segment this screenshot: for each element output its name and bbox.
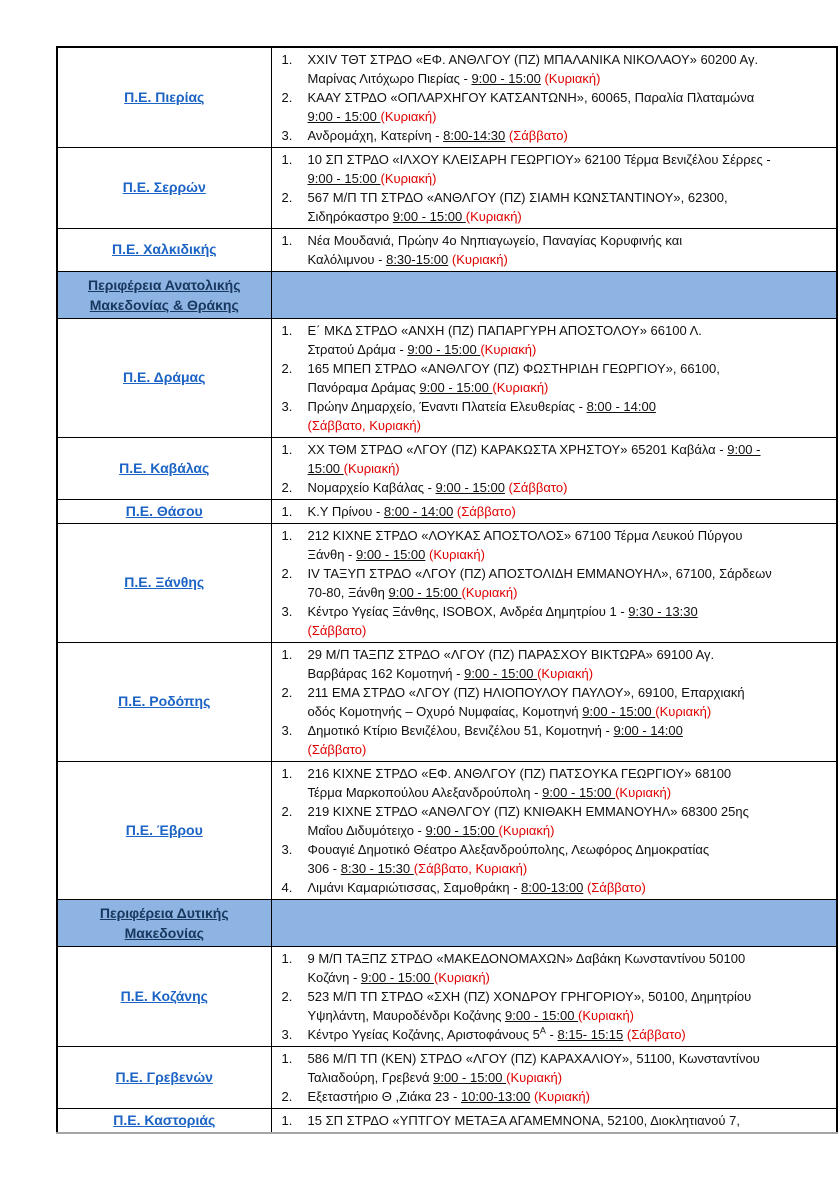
list-item: [282, 359, 829, 397]
time-range: 9:00 - 14:00: [613, 723, 683, 738]
region-link[interactable]: Π.Ε. Ροδόπης: [118, 693, 211, 709]
list-item: [282, 840, 829, 878]
region-row: [57, 500, 837, 524]
region-cell: [57, 148, 271, 229]
text-line: [308, 1006, 829, 1025]
text-segment: Φουαγιέ Δημοτικό Θέατρο Αλεξανδρούπολης, Λεωφόρος Δημοκρατίας: [307, 842, 710, 857]
item-number: 1.: [281, 951, 293, 966]
day-label: (Κυριακή): [533, 1089, 590, 1104]
item-number: 1.: [281, 442, 293, 457]
day-label: (Κυριακή): [433, 970, 490, 985]
text-line: [308, 564, 829, 583]
time-range: 9:00 - 15:00: [307, 109, 381, 124]
text-line: [308, 545, 829, 564]
time-range: 9:00 - 15:00: [419, 380, 493, 395]
item-number: 1.: [281, 766, 293, 781]
time-range: 9:30 - 13:30: [628, 604, 698, 619]
item-number: 2.: [281, 480, 293, 495]
day-label: (Κυριακή): [655, 704, 712, 719]
time-range: 9:00 - 15:00: [307, 171, 381, 186]
text-line: [308, 740, 829, 759]
item-text: [308, 840, 829, 878]
text-segment: οδός Κομοτηνής – Οχυρό Νυμφαίας, Κομοτηνή: [307, 704, 583, 719]
text-line: [308, 840, 829, 859]
list-item: [282, 526, 829, 564]
text-line: [308, 207, 829, 226]
item-number: 1.: [281, 152, 293, 167]
region-row: [57, 947, 837, 1047]
day-label: (Σάββατο): [508, 480, 568, 495]
list-item: [282, 764, 829, 802]
section-title-line: Περιφέρεια Ανατολικής: [87, 277, 241, 293]
text-segment: Κ.Υ Πρίνου -: [307, 504, 384, 519]
text-segment: ΧΧ ΤΘΜ ΣΤΡΔΟ «ΛΓΟΥ (ΠΖ) ΚΑΡΑΚΩΣΤΑ ΧΡΗΣΤΟΥ» 65201 Καβάλα -: [307, 442, 728, 457]
time-range: 9:00 - 15:00: [355, 547, 426, 562]
time-range: 8:00 - 14:00: [586, 399, 656, 414]
text-line: [308, 1025, 829, 1044]
locations-cell: [271, 524, 837, 643]
text-line: [308, 397, 829, 416]
list-item: [282, 478, 829, 497]
time-range: 9:00 - 15:00: [360, 970, 434, 985]
item-text: [308, 721, 829, 759]
section-title: [57, 272, 271, 319]
list-item: [282, 802, 829, 840]
time-range: 9:00 - 15:00: [425, 823, 499, 838]
text-line: [308, 340, 829, 359]
text-line: [308, 107, 829, 126]
text-line: [308, 1111, 829, 1130]
text-line: [308, 169, 829, 188]
item-text: [308, 1087, 829, 1106]
day-label: (Κυριακή): [380, 171, 437, 186]
text-line: [308, 378, 829, 397]
text-segment: 216 ΚΙΧΝΕ ΣΤΡΔΟ «ΕΦ. ΑΝΘΛΓΟΥ (ΠΖ) ΠΑΤΣΟΥΚΑ ΓΕΩΡΓΙΟΥ» 68100: [307, 766, 732, 781]
text-segment: Νομαρχείο Καβάλας -: [307, 480, 436, 495]
item-text: [308, 397, 829, 435]
item-number: 1.: [281, 323, 293, 338]
list-item: [282, 150, 829, 188]
item-number: 3.: [281, 842, 293, 857]
time-range: 9:00 - 15:00: [392, 209, 466, 224]
locations-cell: [271, 438, 837, 500]
region-link[interactable]: Π.Ε. Γρεβενών: [115, 1068, 213, 1085]
text-segment: ΚΑΑΥ ΣΤΡΔΟ «ΟΠΛΑΡΧΗΓΟΥ ΚΑΤΣΑΝΤΩΝΗ», 60065, Παραλία Πλαταμώνα: [307, 90, 755, 105]
text-segment: Ξάνθη -: [307, 547, 356, 562]
item-number: 2.: [281, 804, 293, 819]
text-line: [308, 783, 829, 802]
text-line: [308, 968, 829, 987]
item-text: [308, 1049, 829, 1087]
text-line: [308, 1087, 829, 1106]
item-text: [308, 526, 829, 564]
region-cell: [57, 319, 271, 438]
item-number: 2.: [281, 361, 293, 376]
item-number: 2.: [281, 566, 293, 581]
text-segment: Ταλιαδούρη, Γρεβενά: [307, 1070, 434, 1085]
region-cell: [57, 643, 271, 762]
list-item: [282, 502, 829, 521]
time-range: 8:00-13:00: [521, 880, 584, 895]
text-segment: 567 Μ/Π ΤΠ ΣΤΡΔΟ «ΑΝΘΛΓΟΥ (ΠΖ) ΣΙΑΜΗ ΚΩΝΣΤΑΝΤΙΝΟΥ», 62300,: [307, 190, 728, 205]
item-number: 1.: [281, 1113, 293, 1128]
superscript: Α: [539, 1025, 546, 1036]
list-item: [282, 126, 829, 145]
text-line: [308, 526, 829, 545]
time-range: 9:00 - 15:00: [433, 1070, 507, 1085]
region-row: [57, 643, 837, 762]
time-range: 15:00: [307, 461, 344, 476]
region-row: [57, 1047, 837, 1109]
item-number: 3.: [281, 604, 293, 619]
section-title-line: Μακεδονίας & Θράκης: [89, 297, 239, 313]
text-segment: 10 ΣΠ ΣΤΡΔΟ «ΙΛΧΟΥ ΚΛΕΙΣΑΡΗ ΓΕΩΡΓΙΟΥ» 62100 Τέρμα Βενιζέλου Σέρρες -: [307, 152, 771, 167]
list-item: [282, 1111, 829, 1130]
region-link[interactable]: Π.Ε. Δράμας: [123, 369, 206, 385]
region-row: [57, 319, 837, 438]
region-cell: [57, 524, 271, 643]
item-text: [308, 645, 829, 683]
time-range: 10:00-13:00: [460, 1089, 531, 1104]
region-row: [57, 1109, 837, 1134]
item-text: [308, 150, 829, 188]
locations-cell: [271, 1109, 837, 1134]
day-label: (Κυριακή): [461, 585, 518, 600]
item-text: [308, 440, 829, 478]
text-segment: IV ΤΑΞΥΠ ΣΤΡΔΟ «ΛΓΟΥ (ΠΖ) ΑΠΟΣΤΟΛΙΔΗ ΕΜΜΑΝΟΥΗΛ», 67100, Σάρδεων: [307, 566, 772, 581]
text-line: [308, 764, 829, 783]
text-segment: Στρατού Δράμα -: [307, 342, 408, 357]
day-label: (Κυριακή): [492, 380, 549, 395]
day-label: (Κυριακή): [537, 666, 594, 681]
text-line: [308, 949, 829, 968]
time-range: 9:00 - 15:00: [505, 1008, 579, 1023]
locations-cell: [271, 47, 837, 148]
time-range: 8:15- 15:15: [557, 1027, 624, 1042]
text-segment: Μαρίνας Λιτόχωρο Πιερίας -: [307, 71, 472, 86]
region-cell: [57, 1047, 271, 1109]
text-line: [308, 459, 829, 478]
region-link[interactable]: Π.Ε. Καστοριάς: [113, 1111, 216, 1128]
item-number: 3.: [281, 723, 293, 738]
text-line: [308, 359, 829, 378]
section-title-line: Μακεδονίας: [124, 925, 204, 941]
day-label: (Κυριακή): [465, 209, 522, 224]
item-text: [308, 802, 829, 840]
list-item: [282, 231, 829, 269]
item-number: 2.: [281, 989, 293, 1004]
text-line: [308, 802, 829, 821]
text-segment: Βαρβάρας 162 Κομοτηνή -: [307, 666, 465, 681]
day-label: (Κυριακή): [380, 109, 437, 124]
text-line: [308, 878, 829, 897]
text-line: [308, 126, 829, 145]
text-segment: Κέντρο Υγείας Ξάνθης, ISOBOX, Ανδρέα Δημητρίου 1 -: [307, 604, 629, 619]
text-line: [308, 416, 829, 435]
list-item: [282, 645, 829, 683]
time-range: 9:00 - 15:00: [542, 785, 616, 800]
text-segment: 15 ΣΠ ΣΤΡΔΟ «ΥΠΤΓΟΥ ΜΕΤΑΞΑ ΑΓΑΜΕΜΝΟΝΑ, 52100, Διοκλητιανού 7,: [307, 1113, 740, 1128]
text-line: [308, 188, 829, 207]
text-segment: Νέα Μουδανιά, Πρώην 4ο Νηπιαγωγείο, Παναγίας Κορυφινής και: [307, 233, 683, 248]
time-range: 8:30 - 15:30: [340, 861, 414, 876]
item-number: 2.: [281, 90, 293, 105]
section-title-line: Περιφέρεια Δυτικής: [99, 905, 229, 921]
region-cell: [57, 947, 271, 1047]
time-range: 9:00 - 15:00: [582, 704, 656, 719]
list-item: [282, 188, 829, 226]
item-number: 1.: [281, 1051, 293, 1066]
item-text: [308, 359, 829, 397]
item-number: 3.: [281, 1027, 293, 1042]
text-line: [308, 478, 829, 497]
region-cell: [57, 47, 271, 148]
locations-cell: [271, 148, 837, 229]
text-line: [308, 645, 829, 664]
item-text: [308, 878, 829, 897]
item-number: 1.: [281, 528, 293, 543]
list-item: [282, 683, 829, 721]
region-link[interactable]: Π.Ε. Πιερίας: [124, 88, 205, 105]
text-line: [308, 88, 829, 107]
region-cell: [57, 229, 271, 272]
text-segment: Πρώην Δημαρχείο, Έναντι Πλατεία Ελευθερίας -: [307, 399, 587, 414]
region-link[interactable]: Π.Ε. Καβάλας: [119, 459, 210, 476]
text-segment: 523 Μ/Π ΤΠ ΣΤΡΔΟ «ΣΧΗ (ΠΖ) ΧΟΝΔΡΟΥ ΓΡΗΓΟΡΙΟΥ», 50100, Δημητρίου: [307, 989, 752, 1004]
text-segment: 165 ΜΠΕΠ ΣΤΡΔΟ «ΑΝΘΛΓΟΥ (ΠΖ) ΦΩΣΤΗΡΙΔΗ ΓΕΩΡΓΙΟΥ», 66100,: [307, 361, 720, 376]
item-text: [308, 564, 829, 602]
time-range: 9:00 - 15:00: [471, 71, 541, 86]
item-number: 1.: [281, 233, 293, 248]
text-segment: Ανδρομάχη, Κατερίνη -: [307, 128, 444, 143]
item-text: [308, 1025, 829, 1044]
item-number: 2.: [281, 685, 293, 700]
time-range: 9:00 -: [727, 442, 761, 457]
region-cell: [57, 762, 271, 900]
item-text: [308, 478, 829, 497]
list-item: [282, 1087, 829, 1106]
list-item: [282, 321, 829, 359]
day-label: (Κυριακή): [429, 547, 485, 562]
time-range: 8:00-14:30: [443, 128, 506, 143]
text-line: [308, 987, 829, 1006]
text-line: [308, 664, 829, 683]
region-link[interactable]: Π.Ε. Έβρου: [125, 821, 203, 838]
item-text: [308, 683, 829, 721]
region-cell: [57, 1109, 271, 1134]
day-label: (Κυριακή): [498, 823, 555, 838]
region-link[interactable]: Π.Ε. Ξάνθης: [124, 574, 205, 590]
locations-cell: [271, 947, 837, 1047]
region-link[interactable]: Π.Ε. Σερρών: [122, 179, 206, 195]
regions-table: [56, 46, 838, 1134]
region-cell: [57, 438, 271, 500]
text-line: [308, 150, 829, 169]
list-item: [282, 721, 829, 759]
item-text: [308, 231, 829, 269]
text-segment: -: [545, 1027, 558, 1042]
text-segment: Υψηλάντη, Μαυροδένδρι Κοζάνης: [307, 1008, 506, 1023]
locations-cell: [271, 762, 837, 900]
section-empty-cell: [271, 272, 837, 319]
text-segment: 306 -: [307, 861, 341, 876]
day-label: (Κυριακή): [544, 71, 601, 86]
list-item: [282, 602, 829, 640]
text-line: [308, 321, 829, 340]
list-item: [282, 397, 829, 435]
item-number: 2.: [281, 1089, 293, 1104]
text-line: [308, 821, 829, 840]
text-line: [308, 583, 829, 602]
text-line: [308, 621, 829, 640]
item-text: [308, 764, 829, 802]
day-label: (Κυριακή): [343, 461, 400, 476]
day-label: (Σάββατο, Κυριακή): [307, 418, 421, 433]
text-segment: Κοζάνη -: [307, 970, 361, 985]
text-segment: Λιμάνι Καμαριώτισσας, Σαμοθράκη -: [307, 880, 522, 895]
time-range: 9:00 - 15:00: [464, 666, 538, 681]
text-segment: Δημοτικό Κτίριο Βενιζέλου, Βενιζέλου 51, Κομοτηνή -: [307, 723, 614, 738]
day-label: (Κυριακή): [615, 785, 672, 800]
region-row: [57, 438, 837, 500]
region-row: [57, 229, 837, 272]
text-segment: Ε΄ ΜΚΔ ΣΤΡΔΟ «ΑΝΧΗ (ΠΖ) ΠΑΠΑΡΓΥΡΗ ΑΠΟΣΤΟΛΟΥ» 66100 Λ.: [307, 323, 702, 338]
text-segment: 586 Μ/Π ΤΠ (ΚΕΝ) ΣΤΡΔΟ «ΛΓΟΥ (ΠΖ) ΚΑΡΑΧΑΛΙΟΥ», 51100, Κωνσταντίνου: [307, 1051, 760, 1066]
item-number: 4.: [281, 880, 293, 895]
region-row: [57, 762, 837, 900]
day-label: (Σάββατο): [307, 742, 367, 757]
item-text: [308, 602, 829, 640]
region-row: [57, 524, 837, 643]
text-segment: Τέρμα Μαρκοπούλου Αλεξανδρούπολη -: [307, 785, 543, 800]
text-line: [308, 602, 829, 621]
text-line: [308, 1068, 829, 1087]
text-line: [308, 250, 829, 269]
list-item: [282, 1025, 829, 1044]
text-line: [308, 721, 829, 740]
region-link[interactable]: Π.Ε. Κοζάνης: [120, 987, 208, 1004]
item-number: 1.: [281, 647, 293, 662]
text-line: [308, 69, 829, 88]
item-text: [308, 126, 829, 145]
day-label: (Σάββατο): [508, 128, 568, 143]
day-label: (Κυριακή): [578, 1008, 635, 1023]
locations-cell: [271, 319, 837, 438]
section-empty-cell: [271, 900, 837, 947]
list-item: [282, 88, 829, 126]
time-range: 8:30-15:00: [386, 252, 449, 267]
locations-cell: [271, 1047, 837, 1109]
item-number: 1.: [281, 52, 293, 67]
item-text: [308, 1111, 829, 1130]
region-row: [57, 47, 837, 148]
time-range: 8:00 - 14:00: [383, 504, 454, 519]
text-segment: 212 ΚΙΧΝΕ ΣΤΡΔΟ «ΛΟΥΚΑΣ ΑΠΟΣΤΟΛΟΣ» 67100 Τέρμα Λευκού Πύργου: [307, 528, 743, 543]
text-line: [308, 231, 829, 250]
day-label: (Σάββατο): [307, 623, 367, 638]
locations-cell: [271, 500, 837, 524]
text-segment: 211 ΕΜΑ ΣΤΡΔΟ «ΛΓΟΥ (ΠΖ) ΗΛΙΟΠΟΥΛΟΥ ΠΑΥΛΟΥ», 69100, Επαρχιακή: [307, 685, 745, 700]
region-cell: [57, 500, 271, 524]
list-item: [282, 949, 829, 987]
text-line: [308, 440, 829, 459]
item-text: [308, 321, 829, 359]
list-item: [282, 564, 829, 602]
text-segment: 29 Μ/Π ΤΑΞΠΖ ΣΤΡΔΟ «ΛΓΟΥ (ΠΖ) ΠΑΡΑΣΧΟΥ ΒΙΚΤΩΡΑ» 69100 Αγ.: [307, 647, 715, 662]
list-item: [282, 1049, 829, 1087]
text-line: [308, 702, 829, 721]
list-item: [282, 878, 829, 897]
text-line: [308, 502, 829, 521]
text-segment: Σιδηρόκαστρο: [307, 209, 393, 224]
item-text: [308, 949, 829, 987]
regions-table-body: [57, 47, 837, 1133]
item-text: [308, 188, 829, 226]
locations-cell: [271, 643, 837, 762]
day-label: (Σάββατο): [586, 880, 646, 895]
day-label: (Σάββατο, Κυριακή): [413, 861, 528, 876]
section-header-row: [57, 272, 837, 319]
item-number: 2.: [281, 190, 293, 205]
time-range: 9:00 - 15:00: [407, 342, 481, 357]
region-link[interactable]: Π.Ε. Θάσου: [125, 502, 203, 519]
time-range: 9:00 - 15:00: [435, 480, 505, 495]
text-segment: Πανόραμα Δράμας: [307, 380, 420, 395]
item-number: 3.: [281, 399, 293, 414]
text-segment: 70-80, Ξάνθη: [307, 585, 389, 600]
text-segment: 9 Μ/Π ΤΑΞΠΖ ΣΤΡΔΟ «ΜΑΚΕΔΟΝΟΜΑΧΩΝ» Δαβάκη Κωνσταντίνου 50100: [307, 951, 746, 966]
item-text: [308, 50, 829, 88]
text-segment: XXIV ΤΘΤ ΣΤΡΔΟ «ΕΦ. ΑΝΘΛΓΟΥ (ΠΖ) ΜΠΑΛΑΝΙΚΑ ΝΙΚΟΛΑΟΥ» 60200 Αγ.: [307, 52, 759, 67]
region-row: [57, 148, 837, 229]
section-header-row: [57, 900, 837, 947]
text-segment: Καλόλιμνου -: [307, 252, 387, 267]
day-label: (Κυριακή): [451, 252, 508, 267]
day-label: (Σάββατο): [626, 1027, 686, 1042]
text-segment: 219 ΚΙΧΝΕ ΣΤΡΔΟ «ΑΝΘΛΓΟΥ (ΠΖ) ΚΝΙΘΑΚΗ ΕΜΜΑΝΟΥΗΛ» 68300 25ης: [307, 804, 749, 819]
day-label: (Κυριακή): [506, 1070, 563, 1085]
text-line: [308, 683, 829, 702]
text-segment: Μαΐου Διδυμότειχο -: [307, 823, 426, 838]
region-link[interactable]: Π.Ε. Χαλκιδικής: [111, 241, 217, 257]
list-item: [282, 50, 829, 88]
text-line: [308, 859, 829, 878]
list-item: [282, 440, 829, 478]
item-text: [308, 88, 829, 126]
locations-cell: [271, 229, 837, 272]
item-number: 1.: [281, 504, 293, 519]
item-text: [308, 502, 829, 521]
day-label: (Σάββατο): [456, 504, 516, 519]
time-range: 9:00 - 15:00: [388, 585, 462, 600]
text-segment: Εξεταστήριο Θ ,Ζιάκα 23 -: [307, 1089, 461, 1104]
item-number: 3.: [281, 128, 293, 143]
day-label: (Κυριακή): [480, 342, 537, 357]
text-line: [308, 1049, 829, 1068]
text-line: [308, 50, 829, 69]
list-item: [282, 987, 829, 1025]
item-text: [308, 987, 829, 1025]
section-title: [57, 900, 271, 947]
text-segment: Κέντρο Υγείας Κοζάνης, Αριστοφάνους 5: [307, 1027, 540, 1042]
